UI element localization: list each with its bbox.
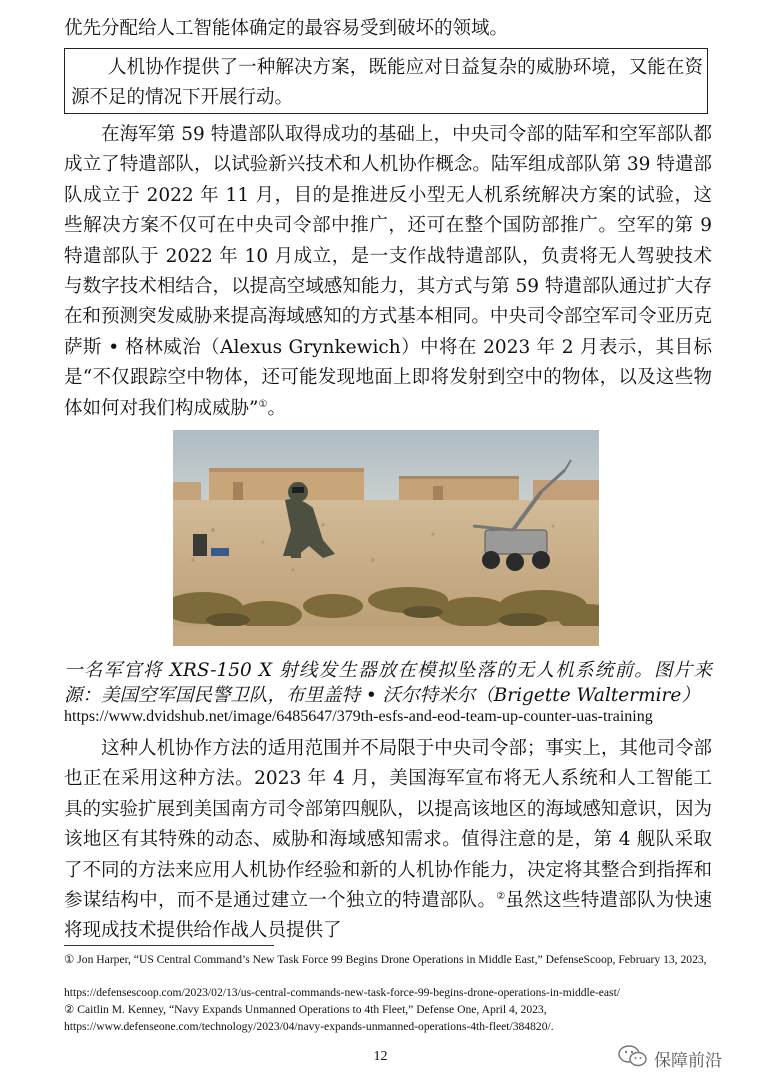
figure-source-link[interactable]: https://www.dvidshub.net/image/6485647/379th-esfs-and-eod-team-up-counter-uas-training: [64, 708, 653, 725]
paragraph-1: [64, 120, 712, 424]
figure-caption: 一名军官将 XRS-150 X 射线发生器放在模拟坠落的无人机系统前。图片来源：美国空军国民警卫队，布里盖特 • 沃尔特米尔（Brigette Waltermire）: [64, 660, 712, 706]
photo-robot-bomb-technician: [173, 430, 599, 646]
highlight-box: [64, 48, 708, 114]
paragraph-1-end: 。: [267, 397, 286, 419]
watermark-text: 保障前沿: [654, 1051, 722, 1071]
wechat-icon: [618, 1044, 648, 1073]
page-number: 12: [373, 1049, 388, 1064]
highlight-text: 人机协作提供了一种解决方案，既能应对日益复杂的威胁环境，又能在资源不足的情况下开展行动。: [71, 57, 703, 109]
footnote-2: ② Caitlin M. Kenney, “Navy Expands Unmanned Operations to 4th Fleet,” Defense One, April 4, 2023,: [64, 1003, 547, 1016]
paragraph-2: [64, 734, 712, 947]
paragraph-1-text: 在海军第 59 特遣部队取得成功的基础上，中央司令部的陆军和空军部队都成立了特遣部队，以试验新兴技术和人机协作概念。陆军组成部队第 39 特遣部队成立于 2022 年 11 月，目的是推进反小型无人机系统解决方案的试验，这些解决方案不仅可在中央司令部中推广，还可在整个国防部推广。空军的第 9 特遣部队于 2022 年 10 月成立，是一支作战特遣部队，负责将无人驾驶技术与数字技术相结合，以提高空域感知能力，其方式与第 59 特遣部队通过扩大存在和预测突发威胁来提高海域感知的方式基本相同。中央司令部空军司令亚历克萨斯 • 格林威治（Alexus Grynkewich）中将在 2023 年 2 月表示，其目标是“不仅跟踪空中物体，还可能发现地面上即将发射到空中的物体，以及这些物体如何对我们构成威胁”: [64, 124, 712, 419]
paragraph-top: 优先分配给人工智能体确定的最容易受到破坏的领域。: [64, 18, 509, 39]
watermark: [618, 1044, 722, 1073]
footnote-1: ① Jon Harper, “US Central Command’s New Task Force 99 Begins Drone Operations in Middle East,” DefenseScoop, February 13, 2023,: [64, 953, 707, 966]
footnote-2-link[interactable]: https://www.defenseone.com/technology/2023/04/navy-expands-unmanned-operations-4th-fleet/384820/.: [64, 1020, 554, 1033]
footnote-ref-2[interactable]: ②: [496, 890, 506, 902]
footnote-divider: [64, 945, 274, 946]
paragraph-2-text: 这种人机协作方法的适用范围并不局限于中央司令部；事实上，其他司令部也正在采用这种方法。2023 年 4 月，美国海军宣布将无人系统和人工智能工具的实验扩展到美国南方司令部第四舰队，以提高该地区的海域感知意识，因为该地区有其特殊的动态、威胁和海域感知需求。值得注意的是，第 4 舰队采取了不同的方法来应用人机协作经验和新的人机协作能力，决定将其整合到指挥和参谋结构中，而不是通过建立一个独立的特遣部队。: [64, 738, 712, 912]
footnote-ref-1[interactable]: ①: [258, 398, 268, 410]
paragraph-2-end: 虽然这些特遣部队为快速将现成技术提供给作战人员提供了: [64, 890, 712, 942]
footnote-1-link[interactable]: https://defensescoop.com/2023/02/13/us-central-commands-new-task-force-99-begins-drone-operations-in-middle-east/: [64, 986, 621, 999]
